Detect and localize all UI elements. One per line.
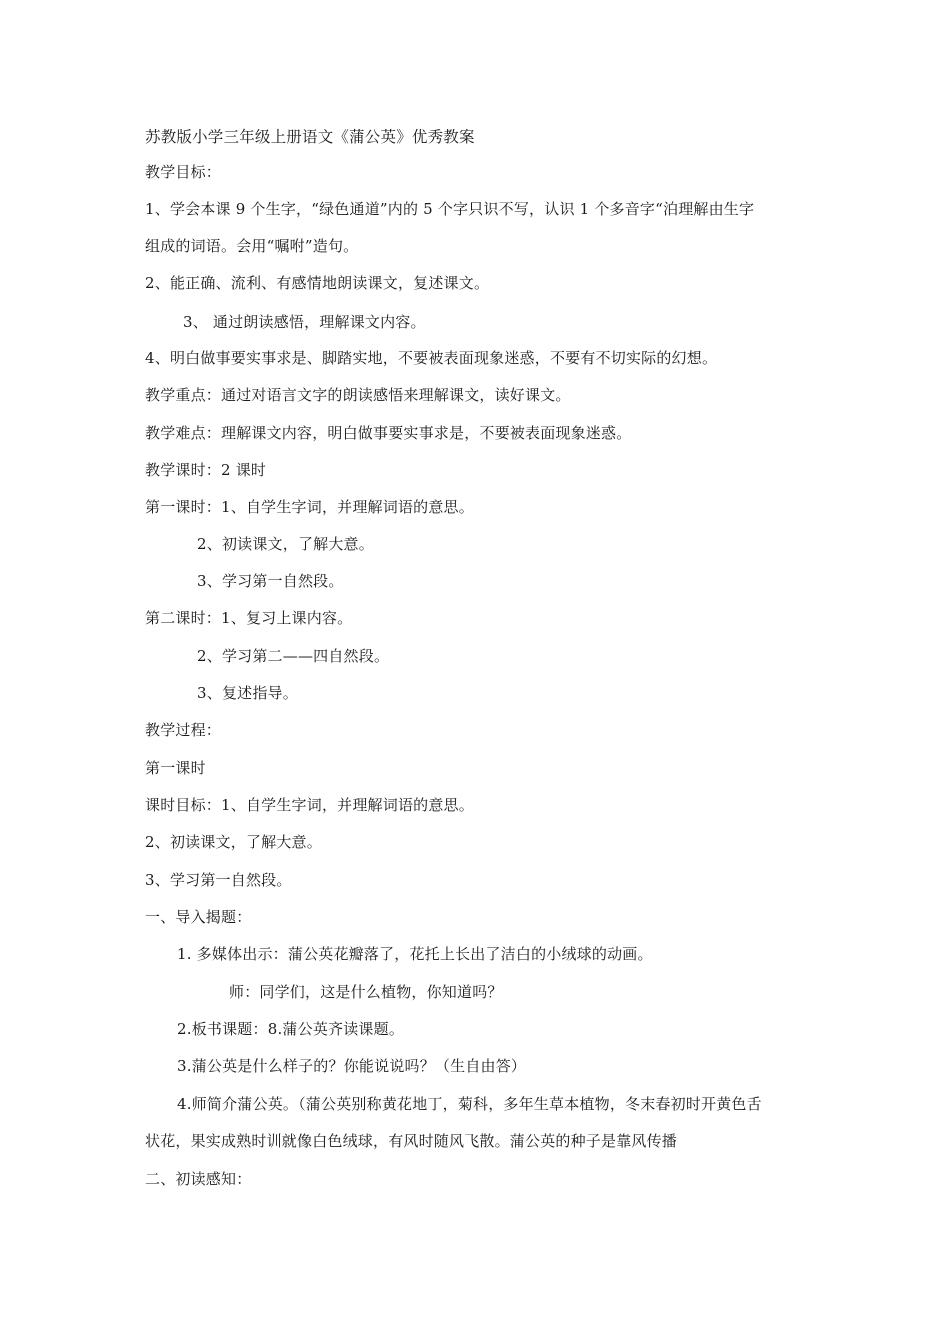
lesson-1-item-3: 3、学习第一自然段。 xyxy=(197,572,344,590)
section-heading-process: 教学过程： xyxy=(145,721,222,739)
lesson-2-item-1: 第二课时：1、复习上课内容。 xyxy=(145,609,353,627)
step-1-teacher-question: 师：同学们，这是什么植物，你知道吗？ xyxy=(229,983,503,1001)
document-title: 苏教版小学三年级上册语文《蒲公英》优秀教案 xyxy=(145,128,475,146)
objective-2: 2、能正确、流利、有感情地朗读课文，复述课文。 xyxy=(145,274,490,292)
lesson-1-item-2: 2、初读课文，了解大意。 xyxy=(197,535,374,553)
step-1-item-2: 2.板书课题：8.蒲公英齐读课题。 xyxy=(177,1020,405,1038)
step-1-item-4-line-1: 4.师简介蒲公英。（蒲公英别称黄花地丁，菊科，多年生草本植物，冬末春初时开黄色舌 xyxy=(177,1095,762,1113)
step-1-heading: 一、导入揭题： xyxy=(145,908,252,926)
step-2-heading: 二、初读感知： xyxy=(145,1170,252,1188)
step-1-item-3: 3.蒲公英是什么样子的？你能说说吗？（生自由答） xyxy=(177,1057,527,1075)
objective-3: 3、 通过朗读感悟，理解课文内容。 xyxy=(183,313,426,331)
lesson-2-item-2: 2、学习第二——四自然段。 xyxy=(197,647,390,665)
teaching-hours: 教学课时：2 课时 xyxy=(145,461,267,479)
objective-1-line-1: 1、学会本课 9 个生字，“绿色通道”内的 5 个字只识不写，认识 1 个多音字“泊理解由生字 xyxy=(145,200,755,218)
lesson-objective-2: 2、初读课文，了解大意。 xyxy=(145,833,322,851)
teaching-difficulty: 教学难点：理解课文内容，明白做事要实事求是，不要被表面现象迷惑。 xyxy=(145,424,632,442)
objective-1-line-2: 组成的词语。会用“嘱咐”造句。 xyxy=(145,237,359,255)
step-1-item-1: 1. 多媒体出示：蒲公英花瓣落了，花托上长出了洁白的小绒球的动画。 xyxy=(177,945,653,963)
lesson-2-item-3: 3、复述指导。 xyxy=(197,684,298,702)
lesson-1-heading: 第一课时 xyxy=(145,759,206,777)
objective-4: 4、明白做事要实事求是、脚踏实地，不要被表面现象迷惑，不要有不切实际的幻想。 xyxy=(145,349,718,367)
lesson-1-item-1: 第一课时：1、自学生字词，并理解词语的意思。 xyxy=(145,498,474,516)
lesson-objective-1: 课时目标：1、自学生字词，并理解词语的意思。 xyxy=(145,796,474,814)
lesson-objective-3: 3、学习第一自然段。 xyxy=(145,871,292,889)
teaching-focus: 教学重点：通过对语言文字的朗读感悟来理解课文，读好课文。 xyxy=(145,386,571,404)
step-1-item-4-line-2: 状花，果实成熟时训就像白色绒球，有风时随风飞散。蒲公英的种子是靠风传播 xyxy=(145,1132,678,1150)
section-heading-objectives: 教学目标： xyxy=(145,163,222,181)
